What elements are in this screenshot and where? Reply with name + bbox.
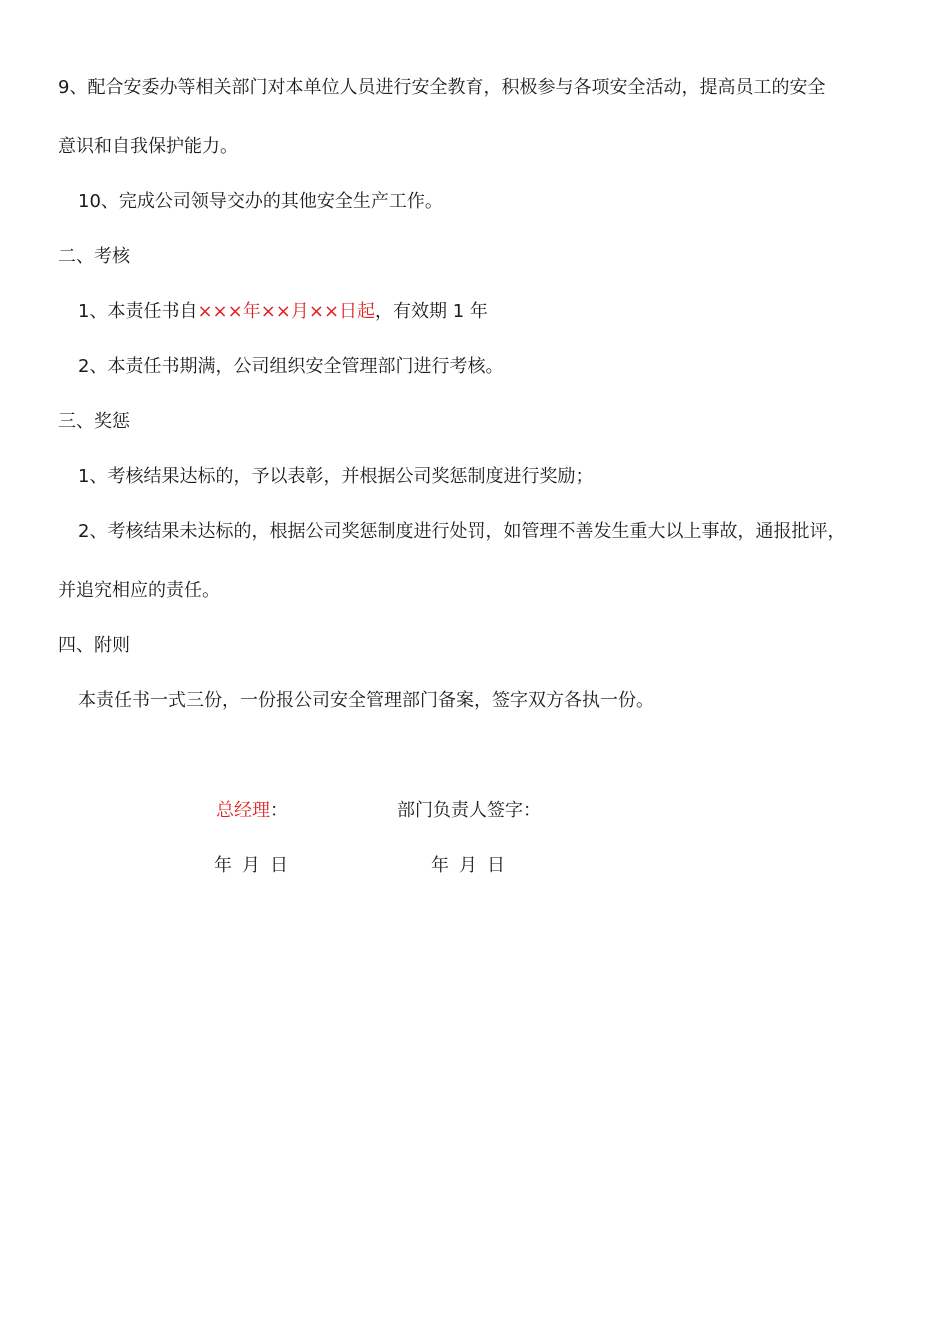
- item-9-line-2: 意识和自我保护能力。: [58, 136, 238, 157]
- section-3-heading: 三、奖惩: [58, 411, 130, 432]
- assess-item-2: 2、本责任书期满，公司组织安全管理部门进行考核。: [78, 356, 504, 377]
- reward-item-2-line-1: 2、考核结果未达标的，根据公司奖惩制度进行处罚，如管理不善发生重大以上事故，通报批评，: [78, 521, 846, 542]
- section-4-heading: 四、附则: [58, 635, 130, 656]
- gm-date-day: 日: [270, 855, 288, 876]
- dept-date-month: 月: [459, 855, 477, 876]
- dept-date: [431, 854, 505, 878]
- gm-date: [214, 854, 288, 878]
- reward-item-1: 1、考核结果达标的，予以表彰，并根据公司奖惩制度进行奖励；: [78, 466, 594, 487]
- dept-date-year: 年: [431, 855, 449, 876]
- gm-colon: ：: [270, 800, 288, 821]
- section-2-heading: 二、考核: [58, 246, 130, 267]
- gm-date-month: 月: [242, 855, 260, 876]
- appendix-text: 本责任书一式三份，一份报公司安全管理部门备案，签字双方各执一份。: [78, 690, 654, 711]
- gm-signature-label: [216, 799, 288, 823]
- reward-item-2-line-2: 并追究相应的责任。: [58, 580, 220, 601]
- assess-item-1-date: ×××年××月××日起: [197, 301, 376, 322]
- assess-item-1-prefix: 1、本责任书自: [78, 301, 198, 322]
- dept-date-day: 日: [487, 855, 505, 876]
- item-9-line-1: 9、配合安委办等相关部门对本单位人员进行安全教育，积极参与各项安全活动，提高员工的安全: [58, 77, 826, 98]
- assess-item-1-suffix: ，有效期 1 年: [375, 301, 488, 322]
- gm-label: 总经理: [216, 800, 270, 821]
- dept-signature-label: 部门负责人签字：: [397, 800, 541, 821]
- assess-item-1: [78, 300, 488, 324]
- item-10: 10、完成公司领导交办的其他安全生产工作。: [78, 191, 443, 212]
- gm-date-year: 年: [214, 855, 232, 876]
